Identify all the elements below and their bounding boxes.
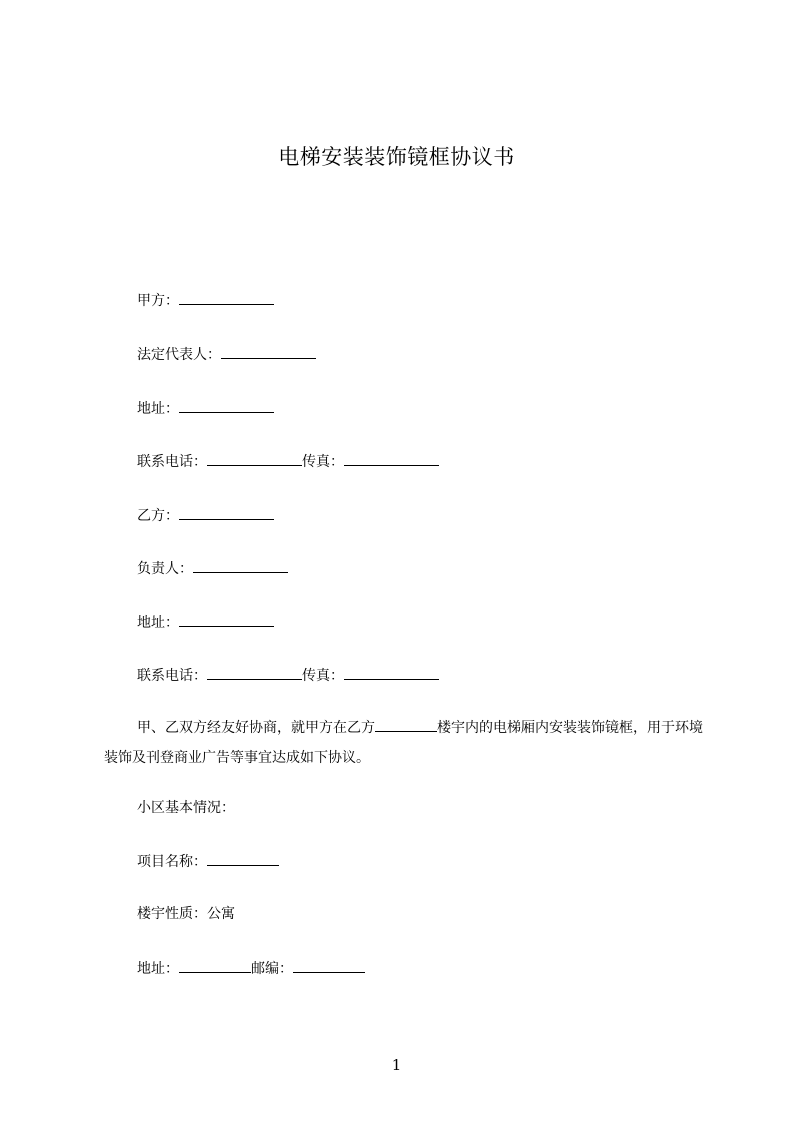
building-type-line [137,904,235,924]
party-a-address-label: 地址： [137,401,179,417]
party-a-rep-blank [221,344,316,359]
document-title: 电梯安装装饰镜框协议书 [278,145,515,169]
page-number: 1 [391,1056,402,1074]
intro-building-blank [375,717,437,732]
party-b-fax-blank [344,665,439,680]
party-a-rep-line [137,344,316,365]
party-b-line [137,505,274,526]
project-name-line [137,851,279,872]
party-a-fax-blank [344,451,439,466]
party-b-address-label: 地址： [137,615,179,631]
party-a-blank [179,290,274,305]
community-heading: 小区基本情况： [137,800,235,816]
party-b-fax-label: 传真： [302,668,344,684]
building-type-value: 公寓 [207,906,235,922]
party-a-label: 甲方： [137,293,179,309]
party-b-blank [179,505,274,520]
party-b-rep-label: 负责人： [137,561,193,577]
party-a-phone-label: 联系电话： [137,454,207,470]
intro-part1: 甲、乙双方经友好协商，就甲方在乙方 [137,720,375,736]
party-a-contact-line [137,451,439,472]
party-b-address-line [137,612,274,633]
community-address-line [137,958,365,979]
community-address-blank [179,958,251,973]
party-b-address-blank [179,612,274,627]
party-b-contact-line [137,665,439,686]
party-b-rep-line [137,558,288,579]
party-a-line [137,290,274,311]
party-b-rep-blank [193,558,288,573]
party-a-phone-blank [207,451,302,466]
intro-part2: 楼宇内的电梯厢内安装装饰镜框，用于环境装饰及刊登商业广告等事宜达成如下协议。 [104,720,703,766]
party-b-phone-blank [207,665,302,680]
party-b-label: 乙方： [137,508,179,524]
building-type-label: 楼宇性质： [137,906,207,922]
project-name-label: 项目名称： [137,854,207,870]
party-a-address-line [137,398,274,419]
postcode-label: 邮编： [251,961,293,977]
postcode-blank [293,958,365,973]
party-b-phone-label: 联系电话： [137,668,207,684]
party-a-address-blank [179,398,274,413]
party-a-fax-label: 传真： [302,454,344,470]
project-name-blank [207,851,279,866]
intro-paragraph [104,713,704,773]
party-a-rep-label: 法定代表人： [137,347,221,363]
community-address-label: 地址： [137,961,179,977]
